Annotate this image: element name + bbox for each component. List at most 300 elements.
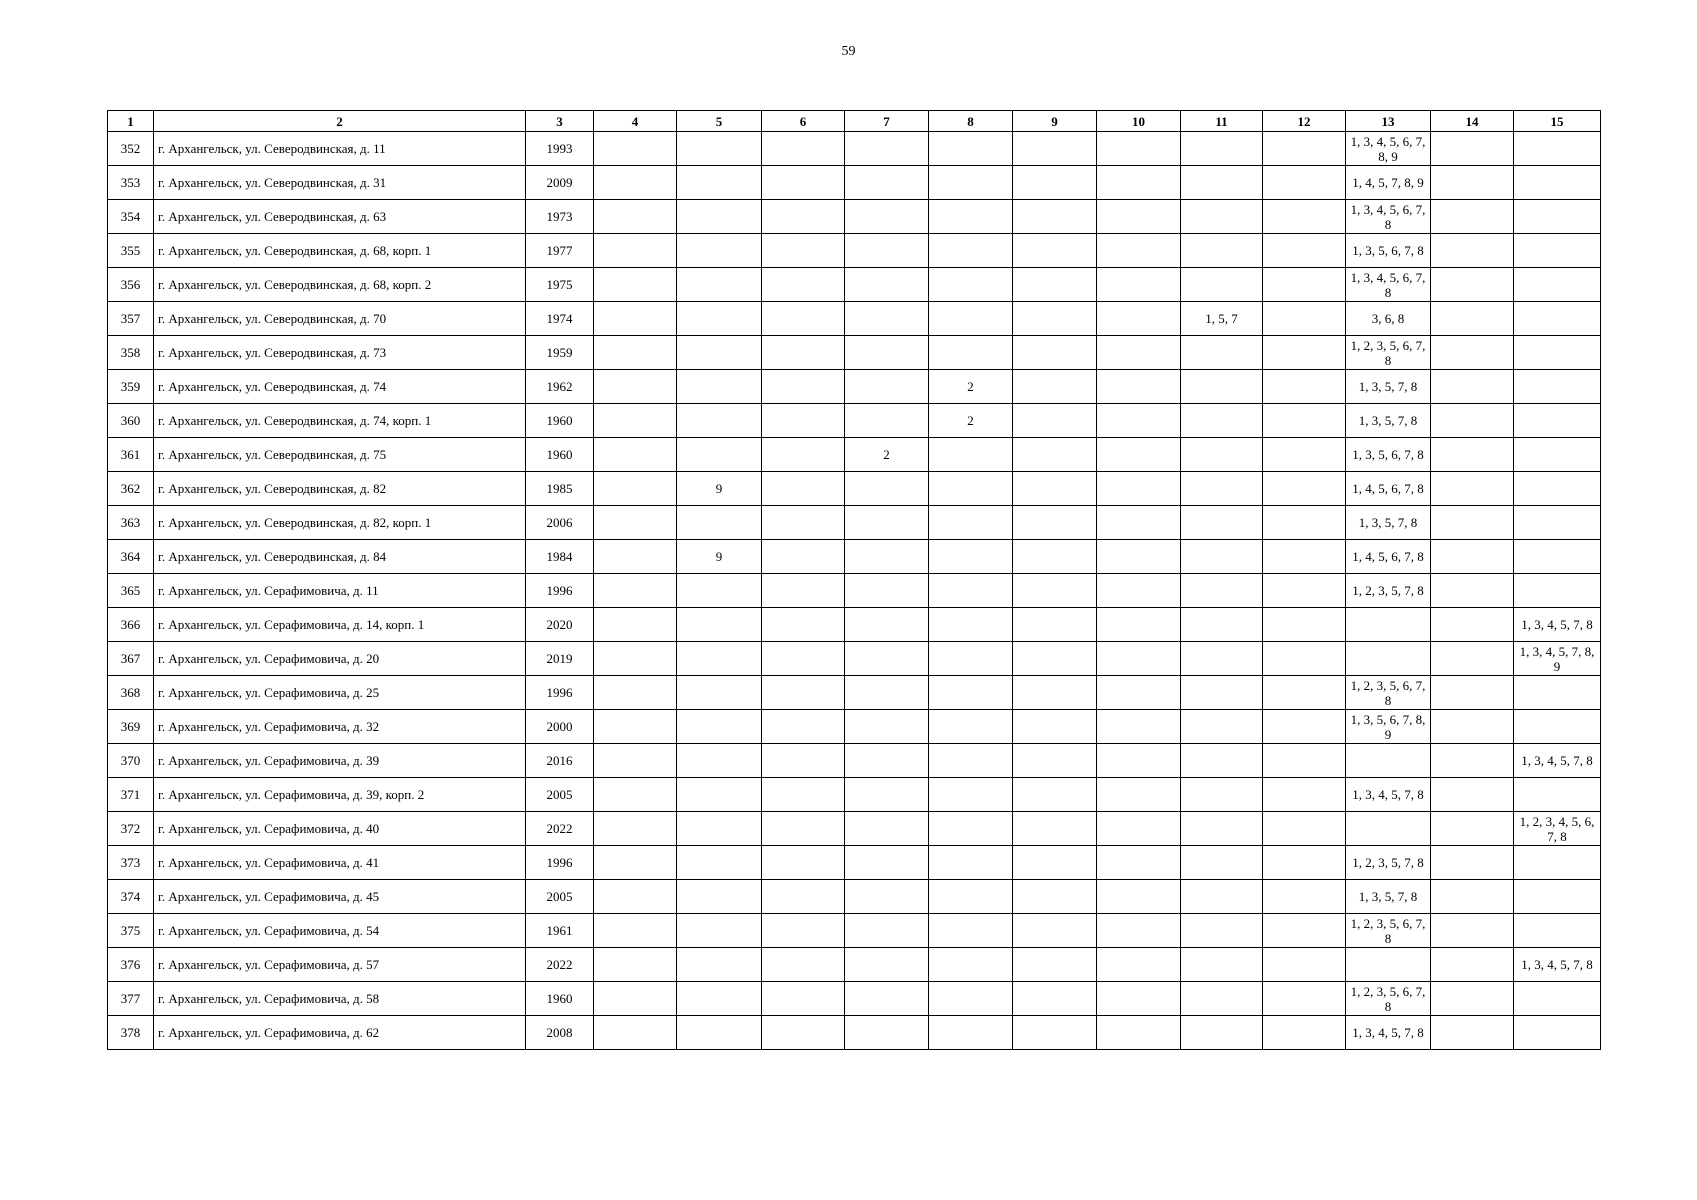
- column-header-10: 10: [1097, 111, 1181, 132]
- column-14-cell: [1431, 982, 1514, 1016]
- column-14-cell: [1431, 846, 1514, 880]
- table-row: [108, 812, 1601, 846]
- column-11-cell: [1181, 132, 1263, 166]
- table-row: [108, 336, 1601, 370]
- column-8-cell: [929, 302, 1013, 336]
- column-7-cell: [845, 302, 929, 336]
- table-row: [108, 948, 1601, 982]
- column-10-cell: [1097, 506, 1181, 540]
- year-cell: 1996: [526, 846, 594, 880]
- column-14-cell: [1431, 540, 1514, 574]
- column-4-cell: [594, 778, 677, 812]
- address-cell: г. Архангельск, ул. Серафимовича, д. 41: [154, 846, 526, 880]
- column-5-cell: [677, 880, 762, 914]
- column-4-cell: [594, 880, 677, 914]
- row-number-cell: 363: [108, 506, 154, 540]
- column-7-cell: [845, 506, 929, 540]
- address-cell: г. Архангельск, ул. Северодвинская, д. 75: [154, 438, 526, 472]
- column-header-11: 11: [1181, 111, 1263, 132]
- column-13-cell: 1, 4, 5, 6, 7, 8: [1346, 540, 1431, 574]
- year-cell: 1996: [526, 676, 594, 710]
- year-cell: 2006: [526, 506, 594, 540]
- column-13-cell: 1, 2, 3, 5, 6, 7, 8: [1346, 336, 1431, 370]
- column-12-cell: [1263, 642, 1346, 676]
- column-12-cell: [1263, 744, 1346, 778]
- address-cell: г. Архангельск, ул. Серафимовича, д. 57: [154, 948, 526, 982]
- year-cell: 2005: [526, 880, 594, 914]
- column-9-cell: [1013, 1016, 1097, 1050]
- year-cell: 2022: [526, 948, 594, 982]
- column-15-cell: [1514, 506, 1601, 540]
- column-11-cell: [1181, 676, 1263, 710]
- column-11-cell: [1181, 846, 1263, 880]
- table-row: [108, 540, 1601, 574]
- address-cell: г. Архангельск, ул. Серафимовича, д. 39: [154, 744, 526, 778]
- column-15-cell: [1514, 438, 1601, 472]
- column-8-cell: [929, 336, 1013, 370]
- column-13-cell: 1, 4, 5, 7, 8, 9: [1346, 166, 1431, 200]
- column-11-cell: [1181, 778, 1263, 812]
- column-5-cell: [677, 132, 762, 166]
- column-10-cell: [1097, 778, 1181, 812]
- column-6-cell: [762, 506, 845, 540]
- year-cell: 1960: [526, 404, 594, 438]
- year-cell: 2019: [526, 642, 594, 676]
- column-8-cell: [929, 846, 1013, 880]
- column-4-cell: [594, 506, 677, 540]
- column-7-cell: [845, 200, 929, 234]
- row-number-cell: 356: [108, 268, 154, 302]
- column-14-cell: [1431, 710, 1514, 744]
- column-7-cell: [845, 234, 929, 268]
- column-5-cell: [677, 404, 762, 438]
- column-4-cell: [594, 812, 677, 846]
- column-10-cell: [1097, 880, 1181, 914]
- row-number-cell: 377: [108, 982, 154, 1016]
- column-12-cell: [1263, 506, 1346, 540]
- column-15-cell: 1, 3, 4, 5, 7, 8: [1514, 948, 1601, 982]
- column-9-cell: [1013, 370, 1097, 404]
- address-cell: г. Архангельск, ул. Северодвинская, д. 84: [154, 540, 526, 574]
- column-header-4: 4: [594, 111, 677, 132]
- column-4-cell: [594, 846, 677, 880]
- column-10-cell: [1097, 914, 1181, 948]
- column-6-cell: [762, 268, 845, 302]
- row-number-cell: 372: [108, 812, 154, 846]
- column-7-cell: [845, 268, 929, 302]
- column-header-8: 8: [929, 111, 1013, 132]
- column-header-3: 3: [526, 111, 594, 132]
- column-10-cell: [1097, 642, 1181, 676]
- column-10-cell: [1097, 1016, 1181, 1050]
- column-12-cell: [1263, 846, 1346, 880]
- address-cell: г. Архангельск, ул. Северодвинская, д. 31: [154, 166, 526, 200]
- address-cell: г. Архангельск, ул. Серафимовича, д. 40: [154, 812, 526, 846]
- column-5-cell: [677, 948, 762, 982]
- column-header-12: 12: [1263, 111, 1346, 132]
- column-15-cell: [1514, 1016, 1601, 1050]
- column-4-cell: [594, 710, 677, 744]
- row-number-cell: 355: [108, 234, 154, 268]
- column-7-cell: [845, 676, 929, 710]
- column-12-cell: [1263, 676, 1346, 710]
- year-cell: 1960: [526, 982, 594, 1016]
- column-12-cell: [1263, 404, 1346, 438]
- column-14-cell: [1431, 778, 1514, 812]
- header-row: [108, 111, 1601, 132]
- year-cell: 2005: [526, 778, 594, 812]
- row-number-cell: 354: [108, 200, 154, 234]
- table-row: [108, 506, 1601, 540]
- row-number-cell: 376: [108, 948, 154, 982]
- column-10-cell: [1097, 472, 1181, 506]
- table-row: [108, 268, 1601, 302]
- column-5-cell: [677, 642, 762, 676]
- column-10-cell: [1097, 812, 1181, 846]
- year-cell: 1975: [526, 268, 594, 302]
- column-7-cell: [845, 812, 929, 846]
- column-15-cell: [1514, 336, 1601, 370]
- column-14-cell: [1431, 438, 1514, 472]
- column-8-cell: [929, 574, 1013, 608]
- table-row: [108, 676, 1601, 710]
- column-14-cell: [1431, 302, 1514, 336]
- column-7-cell: [845, 608, 929, 642]
- column-6-cell: [762, 982, 845, 1016]
- table-row: [108, 370, 1601, 404]
- column-12-cell: [1263, 880, 1346, 914]
- column-12-cell: [1263, 982, 1346, 1016]
- table-row: [108, 608, 1601, 642]
- table-row: [108, 778, 1601, 812]
- column-5-cell: [677, 370, 762, 404]
- address-cell: г. Архангельск, ул. Серафимовича, д. 62: [154, 1016, 526, 1050]
- column-14-cell: [1431, 744, 1514, 778]
- column-13-cell: 1, 2, 3, 5, 7, 8: [1346, 846, 1431, 880]
- column-4-cell: [594, 608, 677, 642]
- column-9-cell: [1013, 642, 1097, 676]
- column-10-cell: [1097, 234, 1181, 268]
- column-15-cell: [1514, 472, 1601, 506]
- column-6-cell: [762, 608, 845, 642]
- column-4-cell: [594, 200, 677, 234]
- column-7-cell: [845, 132, 929, 166]
- column-5-cell: [677, 846, 762, 880]
- column-12-cell: [1263, 540, 1346, 574]
- column-9-cell: [1013, 608, 1097, 642]
- row-number-cell: 378: [108, 1016, 154, 1050]
- column-13-cell: 1, 2, 3, 5, 6, 7, 8: [1346, 982, 1431, 1016]
- column-10-cell: [1097, 710, 1181, 744]
- column-11-cell: [1181, 336, 1263, 370]
- address-cell: г. Архангельск, ул. Серафимовича, д. 20: [154, 642, 526, 676]
- column-12-cell: [1263, 370, 1346, 404]
- column-15-cell: [1514, 268, 1601, 302]
- column-13-cell: [1346, 744, 1431, 778]
- column-7-cell: [845, 710, 929, 744]
- column-7-cell: [845, 166, 929, 200]
- address-cell: г. Архангельск, ул. Серафимовича, д. 39, корп. 2: [154, 778, 526, 812]
- row-number-cell: 362: [108, 472, 154, 506]
- column-14-cell: [1431, 642, 1514, 676]
- column-10-cell: [1097, 336, 1181, 370]
- column-6-cell: [762, 574, 845, 608]
- column-15-cell: [1514, 540, 1601, 574]
- column-13-cell: [1346, 812, 1431, 846]
- column-11-cell: [1181, 438, 1263, 472]
- table-row: [108, 642, 1601, 676]
- column-10-cell: [1097, 982, 1181, 1016]
- column-7-cell: 2: [845, 438, 929, 472]
- column-10-cell: [1097, 676, 1181, 710]
- column-14-cell: [1431, 812, 1514, 846]
- column-7-cell: [845, 948, 929, 982]
- address-cell: г. Архангельск, ул. Северодвинская, д. 63: [154, 200, 526, 234]
- column-4-cell: [594, 438, 677, 472]
- column-13-cell: 1, 3, 4, 5, 6, 7, 8: [1346, 268, 1431, 302]
- column-6-cell: [762, 676, 845, 710]
- column-4-cell: [594, 948, 677, 982]
- table-row: [108, 438, 1601, 472]
- column-6-cell: [762, 234, 845, 268]
- column-8-cell: [929, 200, 1013, 234]
- column-14-cell: [1431, 1016, 1514, 1050]
- address-cell: г. Архангельск, ул. Серафимовича, д. 32: [154, 710, 526, 744]
- column-11-cell: [1181, 982, 1263, 1016]
- column-11-cell: [1181, 574, 1263, 608]
- table-row: [108, 234, 1601, 268]
- column-7-cell: [845, 846, 929, 880]
- column-13-cell: 1, 3, 4, 5, 7, 8: [1346, 778, 1431, 812]
- year-cell: 1977: [526, 234, 594, 268]
- column-6-cell: [762, 540, 845, 574]
- column-13-cell: 1, 3, 5, 7, 8: [1346, 370, 1431, 404]
- column-13-cell: 1, 2, 3, 5, 7, 8: [1346, 574, 1431, 608]
- column-header-2: 2: [154, 111, 526, 132]
- table-row: [108, 200, 1601, 234]
- column-6-cell: [762, 778, 845, 812]
- column-9-cell: [1013, 540, 1097, 574]
- table-body: [108, 132, 1601, 1050]
- column-11-cell: 1, 5, 7: [1181, 302, 1263, 336]
- column-13-cell: [1346, 948, 1431, 982]
- column-14-cell: [1431, 370, 1514, 404]
- column-9-cell: [1013, 710, 1097, 744]
- column-8-cell: [929, 1016, 1013, 1050]
- column-12-cell: [1263, 710, 1346, 744]
- column-11-cell: [1181, 642, 1263, 676]
- column-8-cell: [929, 710, 1013, 744]
- column-5-cell: [677, 166, 762, 200]
- column-5-cell: [677, 676, 762, 710]
- column-7-cell: [845, 404, 929, 438]
- column-7-cell: [845, 778, 929, 812]
- year-cell: 1959: [526, 336, 594, 370]
- column-13-cell: 1, 3, 5, 7, 8: [1346, 404, 1431, 438]
- column-5-cell: [677, 234, 762, 268]
- column-header-5: 5: [677, 111, 762, 132]
- row-number-cell: 371: [108, 778, 154, 812]
- column-11-cell: [1181, 1016, 1263, 1050]
- column-6-cell: [762, 370, 845, 404]
- column-6-cell: [762, 948, 845, 982]
- row-number-cell: 364: [108, 540, 154, 574]
- page-number: 59: [841, 44, 856, 59]
- data-table: [107, 110, 1601, 1050]
- column-9-cell: [1013, 234, 1097, 268]
- column-8-cell: [929, 642, 1013, 676]
- table-row: [108, 880, 1601, 914]
- column-6-cell: [762, 710, 845, 744]
- column-12-cell: [1263, 438, 1346, 472]
- column-8-cell: [929, 982, 1013, 1016]
- column-6-cell: [762, 438, 845, 472]
- table-row: [108, 744, 1601, 778]
- column-10-cell: [1097, 744, 1181, 778]
- column-header-15: 15: [1514, 111, 1601, 132]
- column-9-cell: [1013, 336, 1097, 370]
- column-6-cell: [762, 642, 845, 676]
- column-7-cell: [845, 370, 929, 404]
- column-14-cell: [1431, 608, 1514, 642]
- column-13-cell: [1346, 608, 1431, 642]
- column-8-cell: [929, 812, 1013, 846]
- column-15-cell: [1514, 574, 1601, 608]
- row-number-cell: 373: [108, 846, 154, 880]
- column-8-cell: [929, 948, 1013, 982]
- column-9-cell: [1013, 302, 1097, 336]
- column-4-cell: [594, 574, 677, 608]
- column-12-cell: [1263, 812, 1346, 846]
- column-5-cell: [677, 506, 762, 540]
- column-13-cell: 1, 2, 3, 5, 6, 7, 8: [1346, 914, 1431, 948]
- column-8-cell: [929, 438, 1013, 472]
- year-cell: 1996: [526, 574, 594, 608]
- column-15-cell: [1514, 234, 1601, 268]
- column-11-cell: [1181, 710, 1263, 744]
- column-6-cell: [762, 914, 845, 948]
- column-8-cell: [929, 880, 1013, 914]
- column-14-cell: [1431, 472, 1514, 506]
- column-9-cell: [1013, 268, 1097, 302]
- column-9-cell: [1013, 846, 1097, 880]
- column-15-cell: [1514, 132, 1601, 166]
- column-15-cell: [1514, 200, 1601, 234]
- column-9-cell: [1013, 166, 1097, 200]
- column-4-cell: [594, 268, 677, 302]
- table-row: [108, 302, 1601, 336]
- column-11-cell: [1181, 914, 1263, 948]
- table-row: [108, 710, 1601, 744]
- column-10-cell: [1097, 166, 1181, 200]
- column-8-cell: [929, 778, 1013, 812]
- column-9-cell: [1013, 676, 1097, 710]
- column-8-cell: [929, 166, 1013, 200]
- row-number-cell: 369: [108, 710, 154, 744]
- column-4-cell: [594, 540, 677, 574]
- address-cell: г. Архангельск, ул. Серафимовича, д. 11: [154, 574, 526, 608]
- column-13-cell: 1, 3, 5, 6, 7, 8, 9: [1346, 710, 1431, 744]
- column-11-cell: [1181, 880, 1263, 914]
- column-10-cell: [1097, 200, 1181, 234]
- table-row: [108, 1016, 1601, 1050]
- year-cell: 2008: [526, 1016, 594, 1050]
- column-5-cell: [677, 336, 762, 370]
- column-14-cell: [1431, 880, 1514, 914]
- column-7-cell: [845, 982, 929, 1016]
- column-9-cell: [1013, 472, 1097, 506]
- column-5-cell: [677, 710, 762, 744]
- column-15-cell: [1514, 846, 1601, 880]
- column-14-cell: [1431, 268, 1514, 302]
- year-cell: 1974: [526, 302, 594, 336]
- column-5-cell: [677, 982, 762, 1016]
- address-cell: г. Архангельск, ул. Северодвинская, д. 82, корп. 1: [154, 506, 526, 540]
- table-row: [108, 982, 1601, 1016]
- address-cell: г. Архангельск, ул. Северодвинская, д. 74: [154, 370, 526, 404]
- year-cell: 2022: [526, 812, 594, 846]
- column-15-cell: [1514, 370, 1601, 404]
- column-header-13: 13: [1346, 111, 1431, 132]
- year-cell: 2009: [526, 166, 594, 200]
- column-4-cell: [594, 744, 677, 778]
- column-14-cell: [1431, 404, 1514, 438]
- year-cell: 1962: [526, 370, 594, 404]
- column-9-cell: [1013, 506, 1097, 540]
- column-12-cell: [1263, 608, 1346, 642]
- column-11-cell: [1181, 812, 1263, 846]
- year-cell: 1961: [526, 914, 594, 948]
- row-number-cell: 360: [108, 404, 154, 438]
- column-6-cell: [762, 132, 845, 166]
- column-4-cell: [594, 370, 677, 404]
- column-8-cell: [929, 506, 1013, 540]
- column-7-cell: [845, 540, 929, 574]
- column-12-cell: [1263, 268, 1346, 302]
- row-number-cell: 374: [108, 880, 154, 914]
- column-13-cell: 1, 3, 5, 6, 7, 8: [1346, 438, 1431, 472]
- column-11-cell: [1181, 948, 1263, 982]
- column-6-cell: [762, 200, 845, 234]
- column-9-cell: [1013, 574, 1097, 608]
- address-cell: г. Архангельск, ул. Северодвинская, д. 11: [154, 132, 526, 166]
- address-cell: г. Архангельск, ул. Северодвинская, д. 68, корп. 2: [154, 268, 526, 302]
- column-6-cell: [762, 302, 845, 336]
- column-8-cell: [929, 914, 1013, 948]
- column-13-cell: 3, 6, 8: [1346, 302, 1431, 336]
- column-12-cell: [1263, 1016, 1346, 1050]
- column-10-cell: [1097, 846, 1181, 880]
- column-15-cell: [1514, 404, 1601, 438]
- column-4-cell: [594, 404, 677, 438]
- column-4-cell: [594, 1016, 677, 1050]
- column-8-cell: 2: [929, 370, 1013, 404]
- column-9-cell: [1013, 812, 1097, 846]
- row-number-cell: 353: [108, 166, 154, 200]
- column-5-cell: 9: [677, 540, 762, 574]
- column-15-cell: [1514, 676, 1601, 710]
- row-number-cell: 370: [108, 744, 154, 778]
- column-7-cell: [845, 574, 929, 608]
- table-row: [108, 574, 1601, 608]
- column-10-cell: [1097, 574, 1181, 608]
- column-10-cell: [1097, 948, 1181, 982]
- column-11-cell: [1181, 200, 1263, 234]
- column-4-cell: [594, 676, 677, 710]
- column-9-cell: [1013, 404, 1097, 438]
- column-4-cell: [594, 302, 677, 336]
- column-6-cell: [762, 744, 845, 778]
